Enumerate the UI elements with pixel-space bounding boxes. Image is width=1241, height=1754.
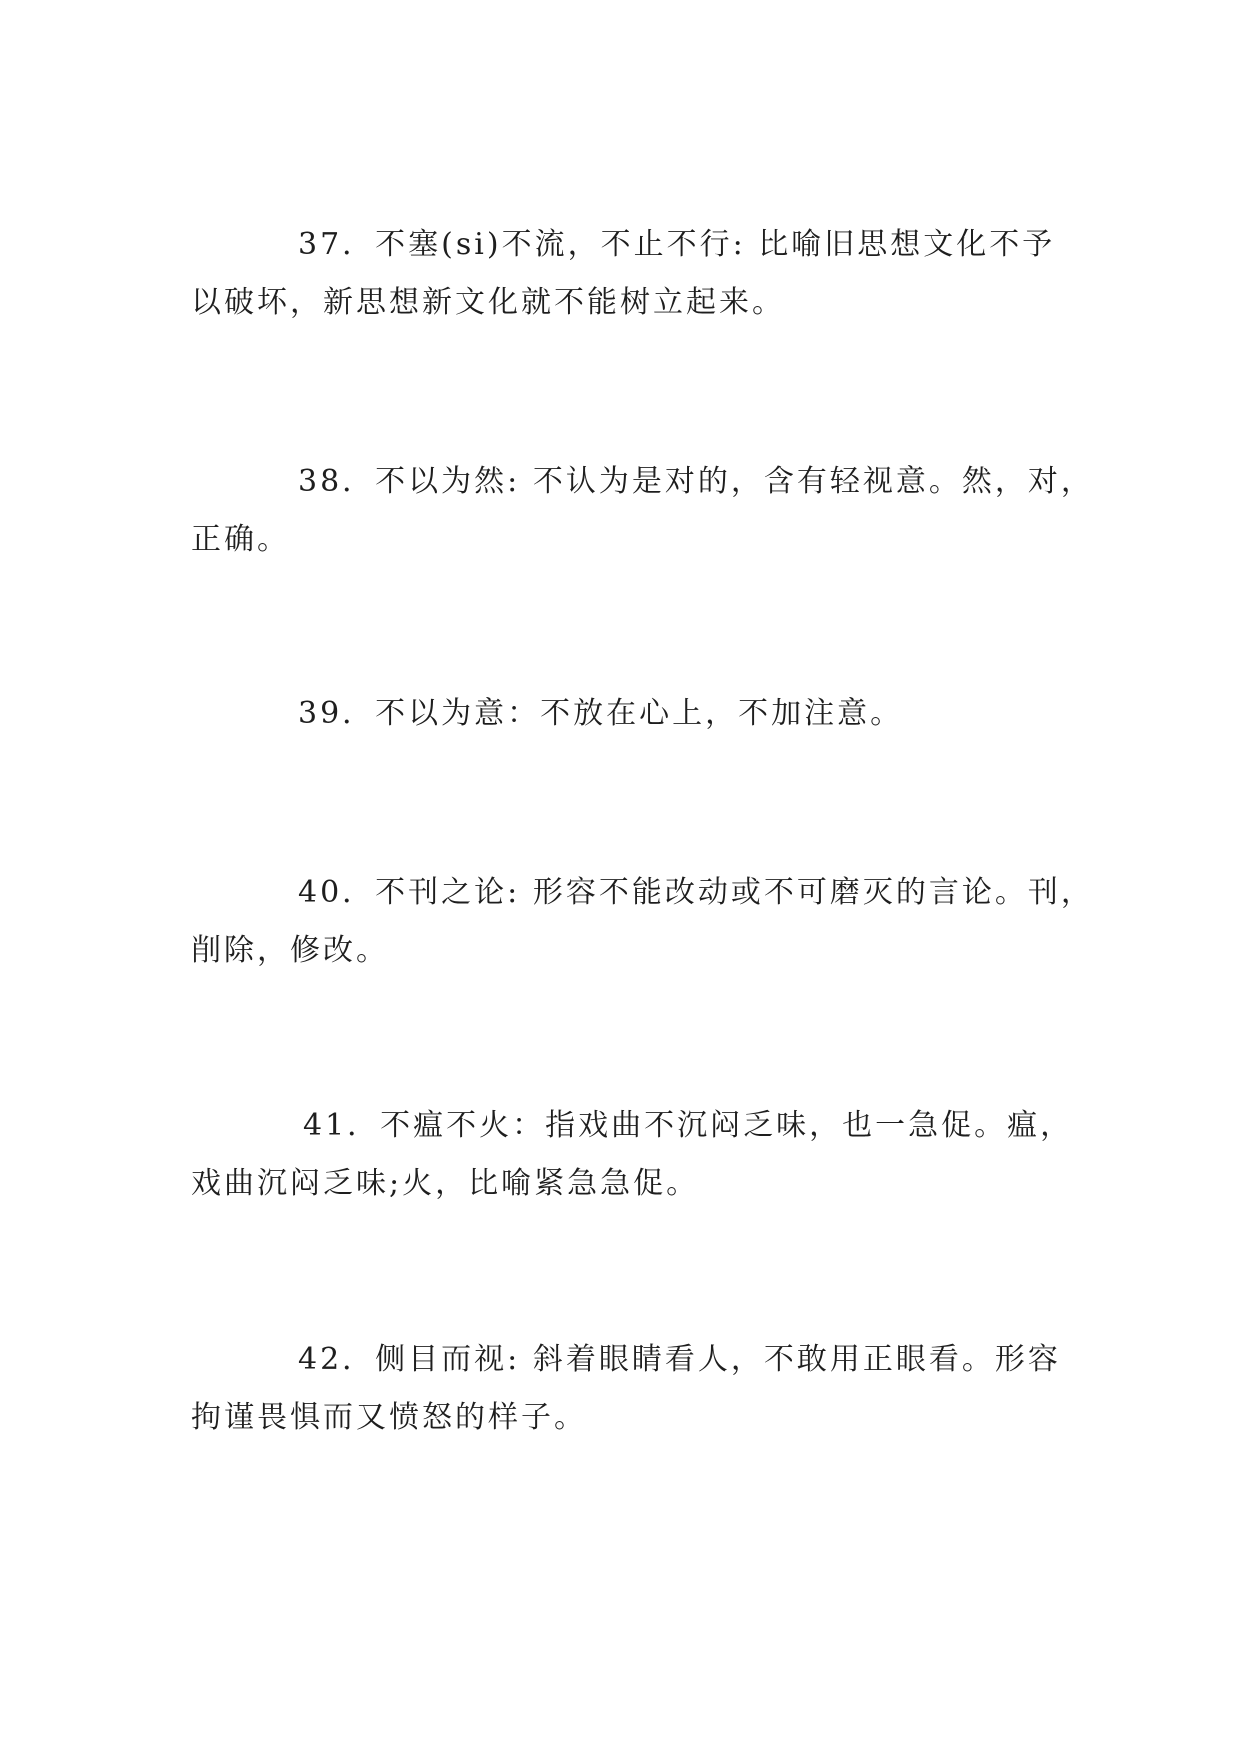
entry-38 [191,453,1094,569]
entry-line: 37．不塞(si)不流，不止不行: 比喻旧思想文化不予 [298,227,1056,262]
entry-line: 正确。 [191,522,290,557]
entry-line: 41．不瘟不火：指戏曲不沉闷乏味，也一急促。瘟， [303,1108,1074,1143]
entry-line: 38．不以为然: 不认为是对的，含有轻视意。然，对， [298,464,1094,499]
entry-42 [191,1331,1091,1447]
entry-line: 以破坏，新思想新文化就不能树立起来。 [191,285,785,320]
entry-line: 40．不刊之论: 形容不能改动或不可磨灭的言论。刊， [298,875,1094,910]
entry-line: 39．不以为意：不放在心上，不加注意。 [298,696,904,731]
entry-line: 削除，修改。 [191,933,389,968]
entry-line: 戏曲沉闷乏味;火，比喻紧急急促。 [191,1166,700,1201]
entry-39 [191,685,1091,743]
entry-37 [191,216,1091,332]
entry-line: 拘谨畏惧而又愤怒的样子。 [191,1400,587,1435]
entry-40 [191,864,1094,980]
entry-line: 42．侧目而视: 斜着眼睛看人，不敢用正眼看。形容 [298,1342,1061,1377]
entry-41 [191,1097,1091,1213]
